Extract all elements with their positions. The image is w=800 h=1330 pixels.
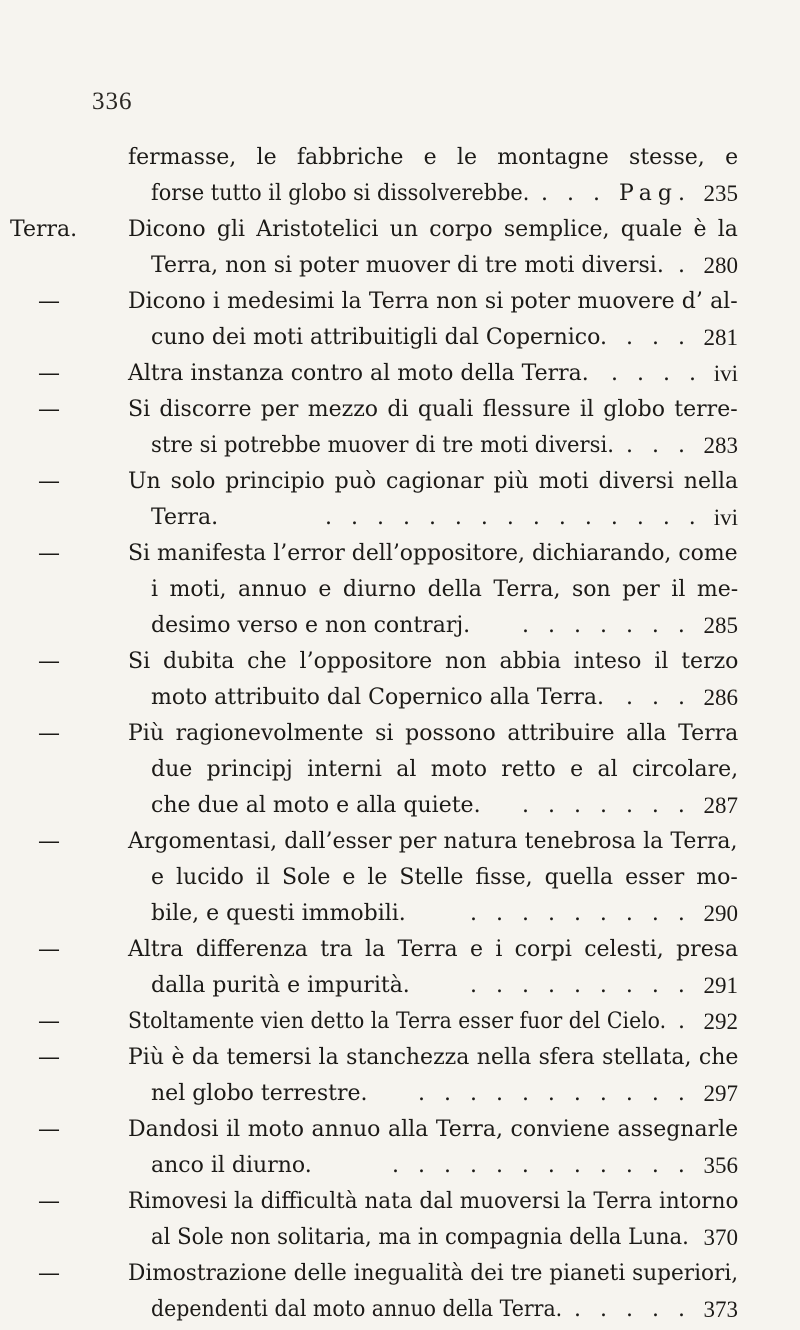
page-reference: 285 xyxy=(703,613,738,638)
index-line xyxy=(0,1004,800,1040)
entry-dash: — xyxy=(38,541,60,566)
entry-text: forse tutto il globo si dissolverebbe. xyxy=(151,181,530,206)
page-reference: 286 xyxy=(703,685,738,710)
entry-text: bile, e questi immobili. xyxy=(151,901,406,926)
index-line xyxy=(0,752,800,788)
page-reference: 356 xyxy=(703,1153,738,1178)
entry-dash: — xyxy=(38,361,60,386)
entry-text: e lucido il Sole e le Stelle fisse, quella esser mo- xyxy=(151,865,738,890)
index-line xyxy=(0,1184,800,1220)
entry-text: Si manifesta l’error dell’oppositore, dichiarando, come xyxy=(128,541,738,566)
dot-leaders: . . . Pag. xyxy=(541,181,691,206)
page-reference: ivi xyxy=(713,505,738,530)
index-line xyxy=(0,392,800,428)
entry-text: Un solo principio può cagionar più moti diversi nella xyxy=(128,469,739,494)
dot-leaders: . . . . . . . . . . . xyxy=(418,1081,691,1106)
entry-dash: — xyxy=(38,1009,60,1034)
dot-leaders: . . . . . . . xyxy=(522,793,691,818)
page-reference: 283 xyxy=(703,433,738,458)
dot-leaders: . xyxy=(678,1009,691,1034)
entry-text: nel globo terrestre. xyxy=(151,1081,368,1106)
entry-dash: — xyxy=(38,289,60,314)
dot-leaders: . . . . . . . . . . . . xyxy=(392,1153,691,1178)
page-reference: 370 xyxy=(703,1225,738,1250)
entry-text: Altra differenza tra la Terra e i corpi celesti, presa xyxy=(128,937,739,962)
page-reference: 287 xyxy=(703,793,738,818)
dot-leaders: . . . . . . . . . xyxy=(470,973,691,998)
entry-text: al Sole non solitaria, ma in compagnia della Luna. xyxy=(151,1225,689,1250)
index-line xyxy=(0,320,800,356)
dot-leaders: . . . xyxy=(626,433,691,458)
index-line xyxy=(0,680,800,716)
index-line xyxy=(0,428,800,464)
entry-text: Più ragionevolmente si possono attribuire alla Terra xyxy=(128,721,739,746)
entry-dash: — xyxy=(38,397,60,422)
entry-dash: — xyxy=(38,721,60,746)
entry-dash: — xyxy=(38,1117,60,1142)
page-reference: 280 xyxy=(703,253,738,278)
index-line xyxy=(0,248,800,284)
entry-text: Rimovesi la difficultà nata dal muoversi la Terra intorno xyxy=(128,1189,739,1214)
entry-text: Si discorre per mezzo di quali flessure il globo terre- xyxy=(128,397,738,422)
index-line xyxy=(0,1040,800,1076)
dot-leaders: . . . xyxy=(626,325,691,350)
index-line xyxy=(0,860,800,896)
index-line xyxy=(0,644,800,680)
index-line xyxy=(0,140,800,176)
page-reference: 290 xyxy=(703,901,738,926)
index-line xyxy=(0,968,800,1004)
entry-dash: — xyxy=(38,829,60,854)
index-line xyxy=(0,1148,800,1184)
index-line xyxy=(0,356,800,392)
index-line xyxy=(0,824,800,860)
entry-dash: — xyxy=(38,1045,60,1070)
page-reference: ivi xyxy=(713,361,738,386)
entry-dash: — xyxy=(38,469,60,494)
index-line xyxy=(0,788,800,824)
entry-text: Dicono gli Aristotelici un corpo semplice, quale è la xyxy=(128,217,738,242)
entry-text: Terra, non si poter muover di tre moti diversi. xyxy=(151,253,664,278)
entry-text: moto attribuito dal Copernico alla Terra. xyxy=(151,685,605,710)
index-line xyxy=(0,500,800,536)
entry-heading: Terra. xyxy=(10,217,78,242)
entry-text: desimo verso e non contrarj. xyxy=(151,613,471,638)
index-line xyxy=(0,716,800,752)
page-reference: 297 xyxy=(703,1081,738,1106)
index-line xyxy=(0,932,800,968)
entry-text: dalla purità e impurità. xyxy=(151,973,410,998)
dot-leaders: . . . . . . . . . . . . . . . xyxy=(325,505,702,530)
entry-text: dependenti dal moto annuo della Terra. xyxy=(151,1297,563,1322)
entry-text: due principj interni al moto retto e al circolare, xyxy=(151,757,739,782)
page-reference: 235 xyxy=(703,181,738,206)
index-line xyxy=(0,608,800,644)
entry-text: Dimostrazione delle inegualità dei tre pianeti superiori, xyxy=(128,1261,739,1286)
entry-text: Argomentasi, dall’esser per natura tenebrosa la Terra, xyxy=(128,829,738,854)
dot-leaders: . . . . . xyxy=(574,1297,691,1322)
entry-text: i moti, annuo e diurno della Terra, son per il me- xyxy=(151,577,739,602)
entry-text: Terra. xyxy=(151,505,219,530)
dot-leaders: . . . . . . . xyxy=(522,613,691,638)
index-line xyxy=(0,572,800,608)
entry-text: fermasse, le fabbriche e le montagne stesse, e xyxy=(128,145,739,170)
index-line xyxy=(0,1112,800,1148)
entry-dash: — xyxy=(38,937,60,962)
page-reference: 292 xyxy=(703,1009,738,1034)
entry-text: Altra instanza contro al moto della Terra. xyxy=(128,361,589,386)
entry-dash: — xyxy=(38,649,60,674)
entry-text: Stoltamente vien detto la Terra esser fuor del Cielo. xyxy=(128,1009,667,1034)
page-reference: 291 xyxy=(703,973,738,998)
entry-text: Dandosi il moto annuo alla Terra, conviene assegnarle xyxy=(128,1117,739,1142)
entry-dash: — xyxy=(38,1189,60,1214)
index-line xyxy=(0,284,800,320)
dot-leaders: . xyxy=(678,253,691,278)
index-line xyxy=(0,212,800,248)
page-reference: 373 xyxy=(703,1297,738,1322)
dot-leaders: . . . . . . . . . xyxy=(470,901,691,926)
index-line xyxy=(0,464,800,500)
entry-text: che due al moto e alla quiete. xyxy=(151,793,481,818)
index-line xyxy=(0,1256,800,1292)
index-line xyxy=(0,1292,800,1328)
index-line xyxy=(0,1076,800,1112)
page-number: 336 xyxy=(92,88,133,115)
dot-leaders: . . . . xyxy=(611,361,702,386)
entry-dash: — xyxy=(38,1261,60,1286)
dot-leaders: . . . xyxy=(626,685,691,710)
index-line xyxy=(0,176,800,212)
entry-text: cuno dei moti attribuitigli dal Copernico. xyxy=(151,325,607,350)
entry-text: anco il diurno. xyxy=(151,1153,312,1178)
page-reference: 281 xyxy=(703,325,738,350)
entry-text: Dicono i medesimi la Terra non si poter muovere d’ al- xyxy=(128,289,738,314)
entry-text: Si dubita che l’oppositore non abbia inteso il terzo xyxy=(128,649,739,674)
index-line xyxy=(0,896,800,932)
index-line xyxy=(0,536,800,572)
entry-text: stre si potrebbe muover di tre moti diversi. xyxy=(151,433,614,458)
index-line xyxy=(0,1220,800,1256)
entry-text: Più è da temersi la stanchezza nella sfera stellata, che xyxy=(128,1045,739,1070)
